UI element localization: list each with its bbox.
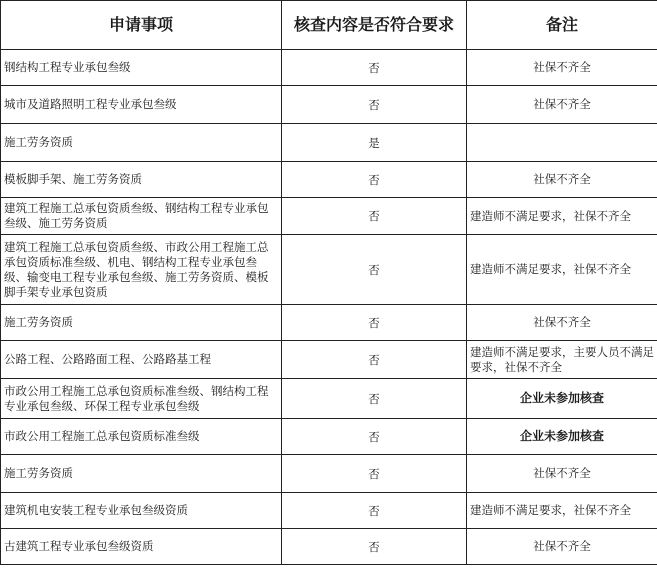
check-result: 否 (282, 198, 467, 235)
table-row (1, 493, 657, 529)
application-item: 市政公用工程施工总承包资质标准叁级 (1, 419, 282, 455)
application-item: 建筑工程施工总承包资质叁级、钢结构工程专业承包叁级、施工劳务资质 (1, 198, 282, 235)
remark: 建造师不满足要求，主要人员不满足要求，社保不齐全 (467, 341, 657, 379)
remark: 建造师不满足要求，社保不齐全 (467, 235, 657, 305)
application-item: 模板脚手架、施工劳务资质 (1, 162, 282, 198)
table-row (1, 235, 657, 305)
table-row (1, 124, 657, 162)
application-item: 市政公用工程施工总承包资质标准叁级、钢结构工程专业承包叁级、环保工程专业承包叁级 (1, 379, 282, 419)
remark: 社保不齐全 (467, 455, 657, 493)
application-item: 钢结构工程专业承包叁级 (1, 50, 282, 86)
table-row (1, 379, 657, 419)
table-row (1, 162, 657, 198)
table-row (1, 341, 657, 379)
check-result: 否 (282, 86, 467, 124)
application-item: 施工劳务资质 (1, 305, 282, 341)
check-result: 否 (282, 50, 467, 86)
remark: 社保不齐全 (467, 50, 657, 86)
header-check-result: 核查内容是否符合要求 (282, 1, 467, 50)
remark: 建造师不满足要求，社保不齐全 (467, 198, 657, 235)
remark: 社保不齐全 (467, 529, 657, 565)
header-application-item: 申请事项 (1, 1, 282, 50)
table-row (1, 50, 657, 86)
check-result: 否 (282, 341, 467, 379)
check-result: 否 (282, 235, 467, 305)
check-result: 否 (282, 529, 467, 565)
table-row (1, 455, 657, 493)
table-row (1, 305, 657, 341)
remark: 企业未参加核查 (467, 379, 657, 419)
application-item: 古建筑工程专业承包叁级资质 (1, 529, 282, 565)
application-item: 施工劳务资质 (1, 124, 282, 162)
remark: 社保不齐全 (467, 162, 657, 198)
check-result: 否 (282, 455, 467, 493)
remark (467, 124, 657, 162)
table-row (1, 419, 657, 455)
table-row (1, 86, 657, 124)
application-item: 公路工程、公路路面工程、公路路基工程 (1, 341, 282, 379)
table-row (1, 529, 657, 565)
header-row (1, 1, 657, 50)
table-row (1, 198, 657, 235)
remark: 社保不齐全 (467, 86, 657, 124)
check-result: 否 (282, 305, 467, 341)
application-item: 施工劳务资质 (1, 455, 282, 493)
check-result: 是 (282, 124, 467, 162)
check-result: 否 (282, 162, 467, 198)
application-item: 建筑机电安装工程专业承包叁级资质 (1, 493, 282, 529)
check-result: 否 (282, 493, 467, 529)
application-item: 建筑工程施工总承包资质叁级、市政公用工程施工总承包资质标准叁级、机电、钢结构工程专业承包叁级、输变电工程专业承包叁级、施工劳务资质、模板脚手架专业承包资质 (1, 235, 282, 305)
remark: 社保不齐全 (467, 305, 657, 341)
check-result: 否 (282, 419, 467, 455)
check-result: 否 (282, 379, 467, 419)
application-item: 城市及道路照明工程专业承包叁级 (1, 86, 282, 124)
remark: 企业未参加核查 (467, 419, 657, 455)
header-remarks: 备注 (467, 1, 657, 50)
remark: 建造师不满足要求，社保不齐全 (467, 493, 657, 529)
